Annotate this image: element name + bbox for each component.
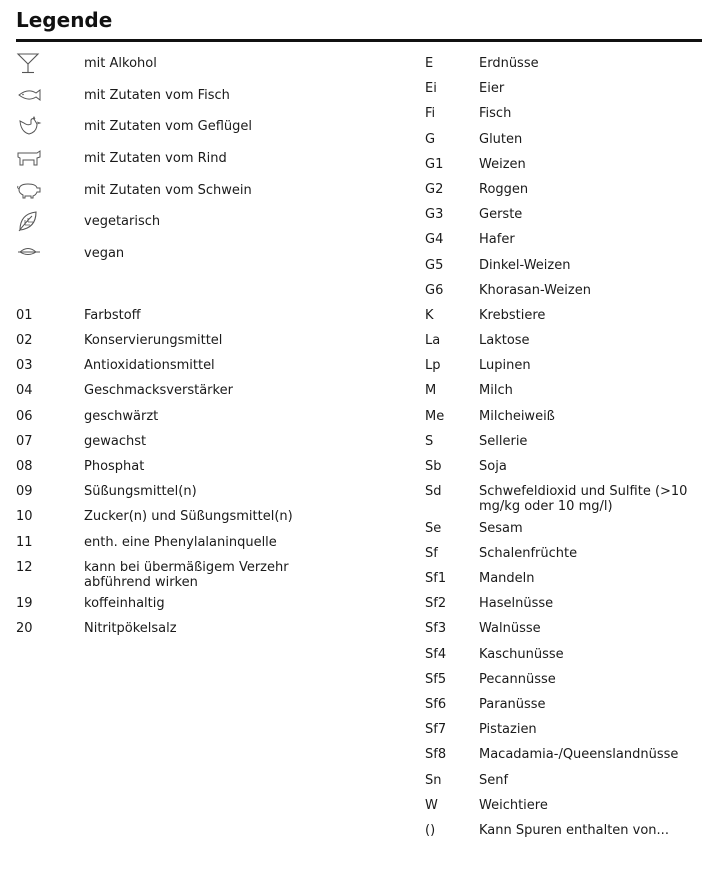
additive-code: 08 <box>16 458 33 474</box>
symbol-row-vegetarian <box>16 210 336 242</box>
wine-glass-icon <box>16 52 84 74</box>
allergen-row <box>425 77 705 102</box>
additive-label: Farbstoff <box>84 307 141 323</box>
allergen-code: Sf2 <box>425 596 447 612</box>
allergen-code: () <box>425 822 436 838</box>
allergen-code: La <box>425 333 441 349</box>
allergen-label: Pistazien <box>479 722 537 738</box>
additive-row <box>16 379 336 404</box>
symbol-label: mit Zutaten vom Rind <box>84 151 227 167</box>
leaf-icon <box>16 210 84 232</box>
allergen-label: Macadamia-/Queenslandnüsse <box>479 747 679 763</box>
additive-code: 04 <box>16 383 33 399</box>
allergen-code: Me <box>425 408 445 424</box>
allergen-code: G1 <box>425 156 444 172</box>
additive-code: 01 <box>16 307 33 323</box>
additive-label: Zucker(n) und Süßungsmittel(n) <box>84 509 293 525</box>
allergen-row <box>425 480 705 517</box>
additive-row <box>16 505 336 530</box>
allergen-row <box>425 52 705 77</box>
allergen-code: G2 <box>425 181 444 197</box>
symbol-row-poultry <box>16 115 336 147</box>
allergen-row <box>425 178 705 203</box>
allergen-code: Sf <box>425 545 438 561</box>
additive-row <box>16 405 336 430</box>
allergen-label: Roggen <box>479 181 529 197</box>
allergen-label: Laktose <box>479 333 530 349</box>
allergen-code: Fi <box>425 106 436 122</box>
allergen-code: Sf3 <box>425 621 447 637</box>
allergen-label: Khorasan-Weizen <box>479 282 591 298</box>
allergen-label: Weizen <box>479 156 526 172</box>
additive-code: 12 <box>16 559 33 575</box>
additive-label: Phosphat <box>84 458 145 474</box>
allergen-row <box>425 592 705 617</box>
additive-label: koffeinhaltig <box>84 596 165 612</box>
additive-label: enth. eine Phenylalaninquelle <box>84 534 277 550</box>
allergen-row <box>425 228 705 253</box>
allergen-label: Krebstiere <box>479 307 546 323</box>
left-column <box>16 52 336 643</box>
allergen-label: Walnüsse <box>479 621 541 637</box>
cow-icon <box>16 147 84 169</box>
additive-code: 09 <box>16 484 33 500</box>
allergen-code: Sn <box>425 772 442 788</box>
allergen-code: Sf6 <box>425 697 447 712</box>
allergen-label: Kaschunüsse <box>479 646 564 662</box>
allergen-code: Sf4 <box>425 646 447 662</box>
allergen-label: Gluten <box>479 131 523 147</box>
allergen-label: Schwefeldioxid und Sulfite (>10 mg/kg oder 10 mg/l) <box>479 484 688 515</box>
allergen-label: Milcheiweiß <box>479 408 555 424</box>
allergen-label: Dinkel-Weizen <box>479 257 571 273</box>
allergen-row <box>425 128 705 153</box>
additive-row <box>16 455 336 480</box>
allergen-label: Mandeln <box>479 571 535 587</box>
allergen-row <box>425 718 705 743</box>
allergen-row <box>425 329 705 354</box>
title-divider <box>16 39 702 42</box>
allergen-code: Sf8 <box>425 747 447 763</box>
symbol-label: mit Zutaten vom Fisch <box>84 87 230 103</box>
additive-code: 11 <box>16 534 33 550</box>
allergen-code: Sf7 <box>425 722 447 738</box>
allergen-label: Eier <box>479 81 505 97</box>
allergen-row <box>425 279 705 304</box>
allergen-label: Schalenfrüchte <box>479 545 578 561</box>
allergen-row <box>425 617 705 642</box>
allergen-row <box>425 794 705 819</box>
symbol-row-beef <box>16 147 336 179</box>
additive-label: Konservierungsmittel <box>84 333 223 348</box>
allergen-label: Fisch <box>479 106 512 122</box>
allergen-code: Sf5 <box>425 671 447 687</box>
chicken-icon <box>16 115 84 137</box>
additive-row <box>16 480 336 505</box>
section-gap <box>16 274 336 304</box>
symbol-label: vegan <box>84 246 125 262</box>
additive-label: Süßungsmittel(n) <box>84 484 197 500</box>
allergen-row <box>425 405 705 430</box>
allergen-code: W <box>425 797 438 813</box>
allergen-row <box>425 668 705 693</box>
allergen-row <box>425 517 705 542</box>
allergen-code: G3 <box>425 207 444 223</box>
additive-row <box>16 531 336 556</box>
allergen-label: Haselnüsse <box>479 596 554 612</box>
symbol-label: vegetarisch <box>84 214 161 230</box>
allergen-code: M <box>425 383 437 399</box>
allergen-label: Sellerie <box>479 433 528 449</box>
additive-code: 07 <box>16 433 33 449</box>
right-column <box>425 52 705 844</box>
allergen-code: G <box>425 131 436 147</box>
allergen-row <box>425 379 705 404</box>
additive-code: 03 <box>16 358 33 374</box>
allergen-code: G5 <box>425 257 444 273</box>
additive-row <box>16 329 336 354</box>
symbol-label: mit Zutaten vom Schwein <box>84 182 252 198</box>
allergen-row <box>425 203 705 228</box>
allergen-label: Gerste <box>479 207 523 223</box>
allergen-row <box>425 153 705 178</box>
allergen-row <box>425 567 705 592</box>
allergen-label: Lupinen <box>479 358 531 374</box>
allergen-code: Ei <box>425 81 437 97</box>
symbol-row-fish <box>16 84 336 116</box>
allergen-code: Se <box>425 520 442 536</box>
vegan-leaf-icon <box>16 242 84 264</box>
allergen-label: Paranüsse <box>479 697 546 712</box>
additive-label: gewachst <box>84 433 147 449</box>
allergen-label: Weichtiere <box>479 797 548 813</box>
legend-page <box>16 0 702 869</box>
allergen-label: Soja <box>479 459 507 474</box>
additive-label: geschwärzt <box>84 408 159 424</box>
allergen-row <box>425 304 705 329</box>
allergen-row <box>425 102 705 127</box>
allergen-row <box>425 542 705 567</box>
allergen-label: Sesam <box>479 520 523 536</box>
additive-label: Geschmacksverstärker <box>84 383 233 399</box>
allergen-code: Sd <box>425 484 442 500</box>
allergen-code: G6 <box>425 282 444 298</box>
allergen-code: Sb <box>425 459 442 474</box>
additive-row <box>16 304 336 329</box>
allergen-row <box>425 743 705 768</box>
allergen-label: Kann Spuren enthalten von... <box>479 822 669 838</box>
allergen-label: Senf <box>479 772 509 788</box>
additive-code: 20 <box>16 621 33 637</box>
additive-row <box>16 592 336 617</box>
allergen-code: G4 <box>425 232 444 248</box>
additive-code: 10 <box>16 509 33 525</box>
allergen-row <box>425 430 705 455</box>
allergen-label: Milch <box>479 383 513 399</box>
symbol-row-vegan <box>16 242 336 274</box>
additive-row <box>16 617 336 642</box>
additive-code: 19 <box>16 596 33 612</box>
allergen-row <box>425 819 705 844</box>
symbol-label: mit Zutaten vom Geflügel <box>84 119 252 135</box>
allergen-row <box>425 693 705 718</box>
allergen-code: Sf1 <box>425 571 447 587</box>
additive-row <box>16 354 336 379</box>
additive-code: 02 <box>16 333 33 348</box>
allergen-label: Erdnüsse <box>479 56 539 71</box>
additive-label: kann bei übermäßigem Verzehr abführend wirken <box>84 559 289 590</box>
additive-row <box>16 556 336 593</box>
symbol-label: mit Alkohol <box>84 56 157 71</box>
fish-icon <box>16 84 84 106</box>
allergen-label: Pecannüsse <box>479 671 556 687</box>
pig-icon <box>16 179 84 201</box>
allergen-row <box>425 254 705 279</box>
allergen-code: E <box>425 56 434 71</box>
additive-row <box>16 430 336 455</box>
additive-label: Nitritpökelsalz <box>84 621 177 637</box>
page-title: Legende <box>16 8 113 32</box>
symbol-row-pork <box>16 179 336 211</box>
allergen-row <box>425 643 705 668</box>
allergen-row <box>425 354 705 379</box>
allergen-row <box>425 455 705 480</box>
allergen-row <box>425 769 705 794</box>
allergen-label: Hafer <box>479 232 515 248</box>
allergen-code: K <box>425 307 434 323</box>
allergen-code: Lp <box>425 358 441 374</box>
additive-label: Antioxidationsmittel <box>84 358 215 374</box>
allergen-code: S <box>425 433 434 449</box>
additive-code: 06 <box>16 408 33 424</box>
symbol-row-alcohol <box>16 52 336 84</box>
